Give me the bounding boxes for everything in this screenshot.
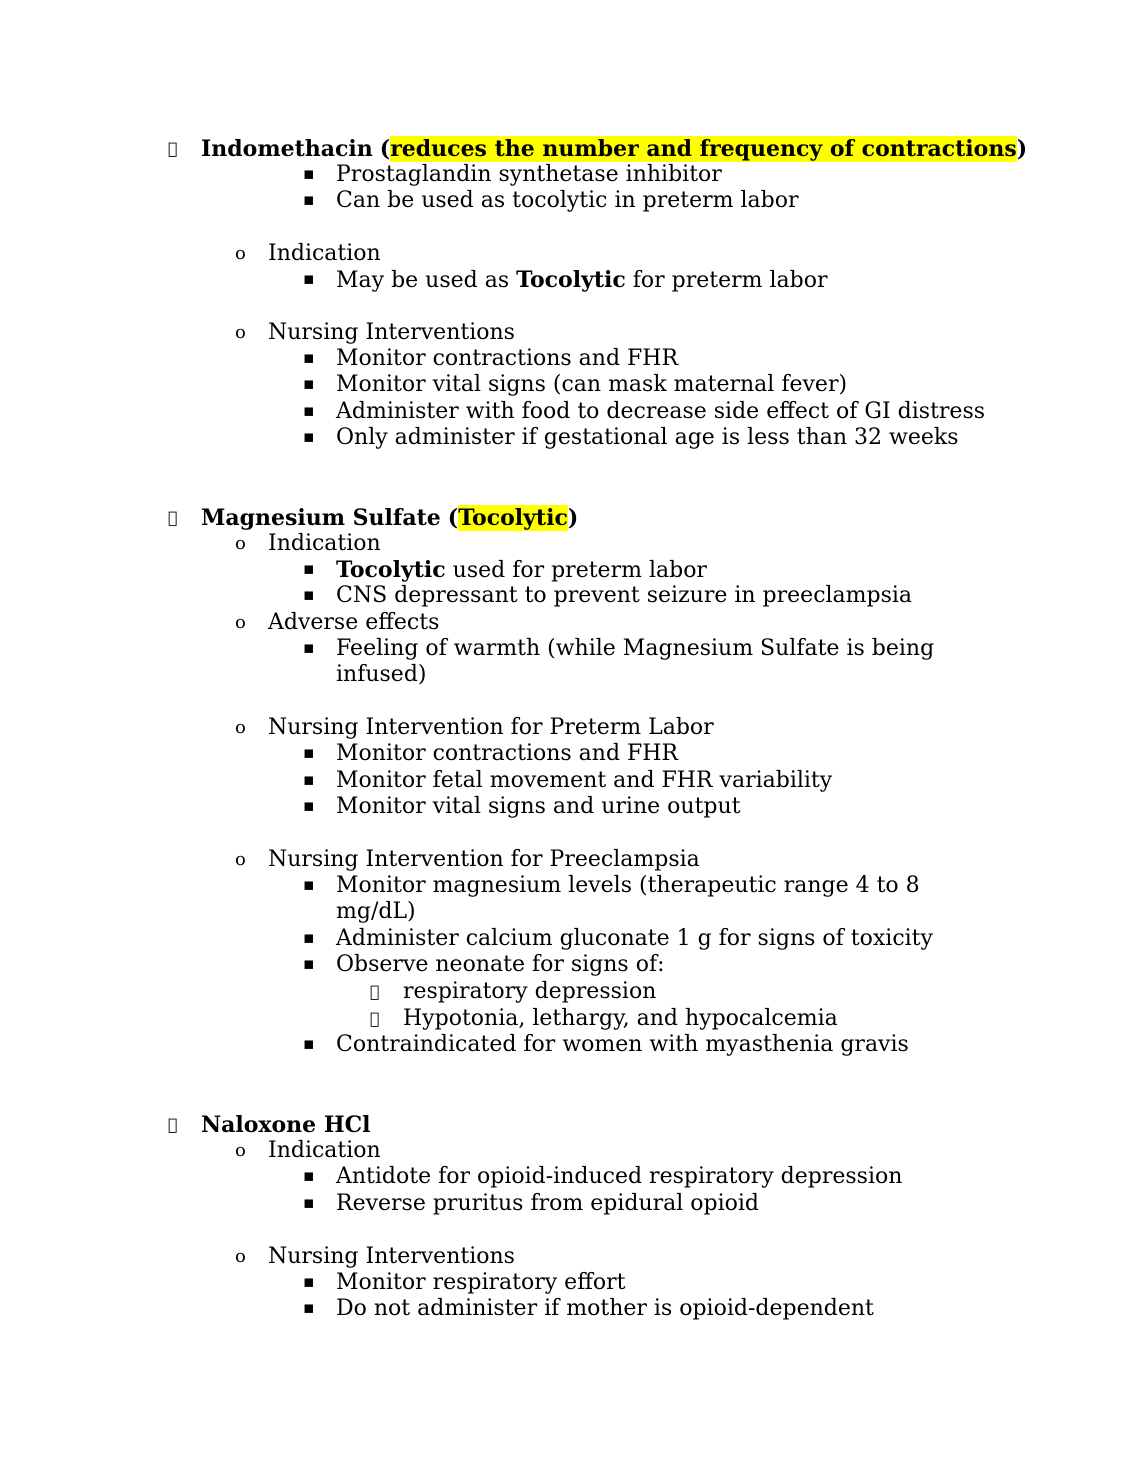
item-text: Monitor fetal movement and FHR variability: [336, 768, 833, 793]
square-bullet-icon: ▪: [303, 1298, 315, 1318]
square-bullet-icon: ▪: [303, 348, 315, 368]
item-text: Do not administer if mother is opioid-dependent: [336, 1296, 874, 1321]
square-bullet-icon: ▪: [303, 1193, 315, 1213]
list-item: [303, 372, 848, 398]
square-bullet-icon: ▪: [303, 796, 315, 816]
list-item: [303, 1296, 874, 1322]
item-text: Feeling of warmth (while Magnesium Sulfate is being: [336, 636, 935, 661]
square-bullet-icon: ▪: [303, 875, 315, 895]
square-bullet-icon: ▪: [303, 269, 315, 289]
square-bullet-icon: ▪: [303, 401, 315, 421]
item-text: Monitor vital signs and urine output: [336, 794, 741, 819]
subheading-text: Indication: [268, 531, 381, 556]
circle-bullet-icon: o: [235, 1246, 246, 1267]
list-item: [303, 926, 933, 952]
level4-bullet-icon: [370, 979, 380, 1005]
level1-bullet-icon: [168, 505, 178, 531]
list-item-continuation: infused): [336, 662, 427, 687]
item-text: Monitor contractions and FHR: [336, 346, 679, 371]
list-item: [303, 188, 799, 214]
item-text: Administer with food to decrease side effect of GI distress: [336, 399, 986, 424]
list-item: [303, 952, 665, 978]
drug-heading-indomethacin: [201, 136, 1027, 163]
subheading-text: Nursing Intervention for Preeclampsia: [268, 847, 700, 872]
subheading-text: Indication: [268, 241, 381, 266]
subheading-text: Nursing Intervention for Preterm Labor: [268, 715, 714, 740]
subheading-text: Nursing Interventions: [268, 1244, 515, 1269]
square-bullet-icon: ▪: [303, 1272, 315, 1292]
subheading-nursing-interventions: [235, 320, 515, 346]
square-bullet-icon: ▪: [303, 427, 315, 447]
list-item: [303, 399, 986, 425]
highlighted-note: reduces the number and frequency of contractions: [390, 136, 1017, 162]
item-text: Prostaglandin synthetase inhibitor: [336, 162, 722, 187]
drug-name: Indomethacin: [201, 136, 373, 162]
drug-heading-magnesium-sulfate: [201, 505, 578, 532]
square-bullet-icon: ▪: [303, 638, 315, 658]
item-text: Monitor contractions and FHR: [336, 741, 679, 766]
square-bullet-icon: ▪: [303, 770, 315, 790]
level1-bullet-icon: [168, 136, 178, 162]
circle-bullet-icon: o: [235, 849, 246, 870]
level4-bullet-icon: [370, 1006, 380, 1032]
item-text: Observe neonate for signs of:: [336, 952, 665, 977]
level1-bullet-icon: [168, 1112, 178, 1138]
list-item: [303, 162, 722, 188]
item-text: used for preterm labor: [445, 558, 707, 583]
square-bullet-icon: ▪: [303, 743, 315, 763]
paren-close: ): [1016, 136, 1028, 162]
subheading-text: Adverse effects: [268, 610, 440, 635]
paren-close: ): [567, 505, 579, 531]
item-text: for preterm labor: [625, 268, 828, 293]
circle-bullet-icon: o: [235, 243, 246, 264]
sub-list-item: [403, 979, 656, 1005]
item-text: respiratory depression: [403, 979, 657, 1004]
item-text: Hypotonia, lethargy, and hypocalcemia: [403, 1006, 838, 1031]
item-text: Can be used as tocolytic in preterm labor: [336, 188, 799, 213]
list-item: [303, 873, 920, 899]
sub-list-item: [403, 1006, 838, 1032]
drug-name: Naloxone HCl: [201, 1112, 371, 1138]
list-item: [303, 557, 707, 584]
list-item: [303, 267, 828, 294]
list-item: [303, 1191, 760, 1217]
item-text: May be used as: [336, 268, 517, 293]
subheading-text: Indication: [268, 1138, 381, 1163]
list-item: [303, 794, 741, 820]
square-bullet-icon: ▪: [303, 190, 315, 210]
subheading-text: Nursing Interventions: [268, 320, 515, 345]
bold-term: Tocolytic: [336, 557, 446, 583]
circle-bullet-icon: o: [235, 322, 246, 343]
square-bullet-icon: ▪: [303, 1166, 315, 1186]
subheading-nursing-preterm: [235, 715, 714, 741]
circle-bullet-icon: o: [235, 1140, 246, 1161]
list-item: [303, 425, 959, 451]
drug-heading-naloxone: [201, 1112, 371, 1139]
subheading-adverse-effects: [235, 610, 440, 636]
square-bullet-icon: ▪: [303, 928, 315, 948]
item-text: Monitor vital signs (can mask maternal fever): [336, 372, 848, 397]
square-bullet-icon: ▪: [303, 954, 315, 974]
list-item: [303, 1032, 909, 1058]
item-text: Contraindicated for women with myasthenia gravis: [336, 1032, 909, 1057]
item-text: Only administer if gestational age is less than 32 weeks: [336, 425, 959, 450]
square-bullet-icon: ▪: [303, 1034, 315, 1054]
paren-open: (: [447, 505, 459, 531]
list-item-continuation: mg/dL): [336, 899, 416, 924]
square-bullet-icon: ▪: [303, 559, 315, 579]
circle-bullet-icon: o: [235, 533, 246, 554]
list-item: [303, 636, 935, 662]
circle-bullet-icon: o: [235, 612, 246, 633]
drug-name: Magnesium Sulfate: [201, 505, 441, 531]
square-bullet-icon: ▪: [303, 164, 315, 184]
highlighted-note: Tocolytic: [458, 505, 568, 531]
item-text: Monitor respiratory effort: [336, 1270, 626, 1295]
item-text: Antidote for opioid-induced respiratory depression: [336, 1164, 903, 1189]
subheading-indication: [235, 241, 381, 267]
bold-term: Tocolytic: [516, 267, 626, 293]
subheading-nursing-preeclampsia: [235, 847, 700, 873]
circle-bullet-icon: o: [235, 717, 246, 738]
subheading-indication: [235, 531, 381, 557]
list-item: [303, 1270, 626, 1296]
list-item: [303, 583, 913, 609]
list-item: [303, 1164, 903, 1190]
paren-open: (: [379, 136, 391, 162]
square-bullet-icon: ▪: [303, 585, 315, 605]
item-text: Monitor magnesium levels (therapeutic range 4 to 8: [336, 873, 920, 898]
list-item: [303, 741, 679, 767]
subheading-nursing-interventions: [235, 1244, 515, 1270]
list-item: [303, 768, 833, 794]
item-text: Administer calcium gluconate 1 g for signs of toxicity: [336, 926, 933, 951]
subheading-indication: [235, 1138, 381, 1164]
item-text: Reverse pruritus from epidural opioid: [336, 1191, 760, 1216]
square-bullet-icon: ▪: [303, 374, 315, 394]
item-text: CNS depressant to prevent seizure in preeclampsia: [336, 583, 913, 608]
list-item: [303, 346, 679, 372]
